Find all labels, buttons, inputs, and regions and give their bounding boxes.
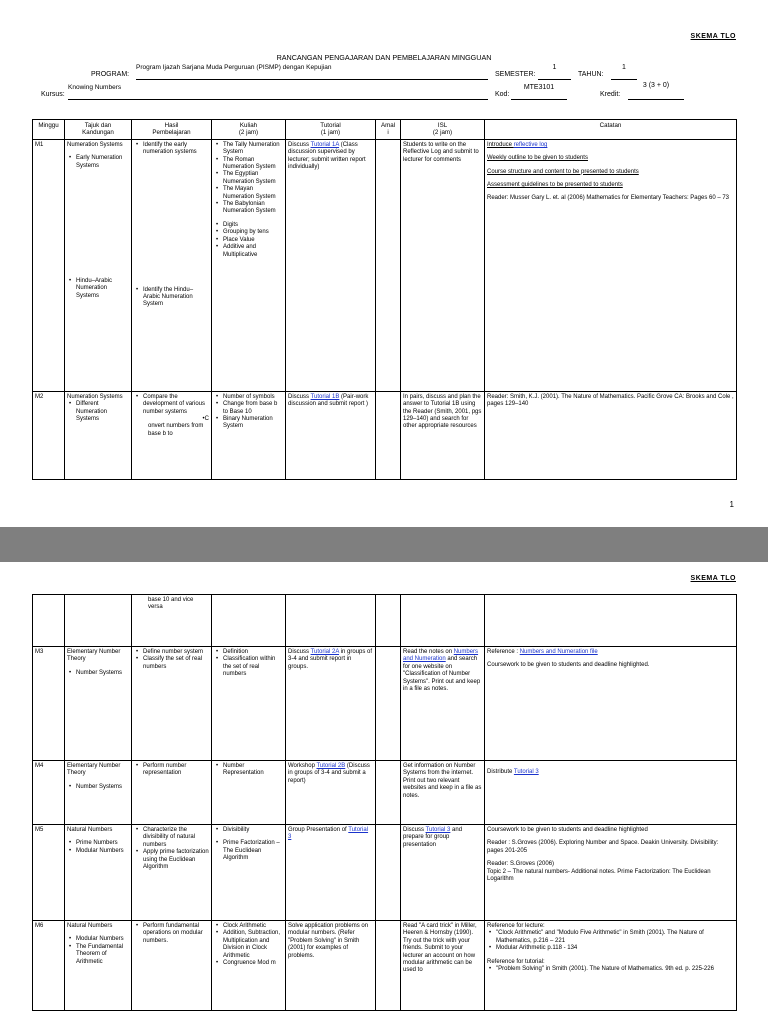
hasil-cell: • Compare the development of various number systems • C onvert numbers from base b to xyxy=(132,391,212,479)
isl-cell: Read "A card trick" in Miller, Heeren & Hornsby (1990). Try out the trick with your friends. Submit to your lecturer an account on how modular arithmetic can be used to xyxy=(401,921,485,1011)
tutorial-cell: Discuss Tutorial 1B (Pair-work discussion and submit report ) xyxy=(286,391,376,479)
kuliah-cell: • Divisibility • Prime Factorization – The Euclidean Algorithm xyxy=(212,825,286,921)
weekly-plan-table-2 xyxy=(32,594,737,1011)
isl-cell: Discuss Tutorial 3 and prepare for group presentation xyxy=(401,825,485,921)
amali-cell xyxy=(376,825,401,921)
tajuk-cell: Elementary Number Theory • Number Systems xyxy=(65,761,132,825)
tutorial-cell xyxy=(286,595,376,647)
hasil-cell: • Perform number representation xyxy=(132,761,212,825)
amali-cell xyxy=(376,595,401,647)
col-header-kuliah: Kuliah (2 jam) xyxy=(212,120,286,140)
tutorial-1a-link[interactable]: Tutorial 1A xyxy=(310,141,340,148)
tutorial-3-discuss-link[interactable]: Tutorial 3 xyxy=(425,827,451,833)
kredit-value: 3 (3 + 0) xyxy=(628,82,684,100)
kuliah-cell: • Definition • Classification within the set of real numbers xyxy=(212,647,286,761)
col-header-catatan: Catatan xyxy=(485,120,737,140)
catatan-cell: Introduce reflective log Weekly outline to be given to students Course structure and content to be presented to students Assessment guidelines to be presented to students Reader: Musser Gary L. et. al (2006) Mathematics for Elementary Teachers: Pages 60 – 73 xyxy=(485,139,737,391)
col-header-tajuk: Tajuk dan Kandungan xyxy=(65,120,132,140)
tajuk-cell: Numeration Systems • Different Numeration Systems xyxy=(65,391,132,479)
tahun-label: TAHUN: xyxy=(578,71,604,78)
kuliah-cell: • Number Representation xyxy=(212,761,286,825)
hasil-cell: • Perform fundamental operations on modular numbers. xyxy=(132,921,212,1011)
table-row xyxy=(33,761,737,825)
tutorial-1b-link[interactable]: Tutorial 1B xyxy=(310,393,340,400)
skema-tlo-label: SKEMA TLO xyxy=(690,575,736,582)
program-label: PROGRAM: xyxy=(91,71,130,78)
hasil-cell: • Define number system • Classify the set of real numbers xyxy=(132,647,212,761)
table-row xyxy=(33,391,737,479)
tajuk-cell: Natural Numbers • Modular Numbers • The Fundamental Theorem of Arithmetic xyxy=(65,921,132,1011)
tahun-value: 1 xyxy=(611,64,637,80)
semester-value: 1 xyxy=(538,64,571,80)
hasil-cell: base 10 and vice versa xyxy=(132,595,212,647)
numbers-numeration-file-link[interactable]: Numbers and Numeration file xyxy=(519,649,598,655)
week-cell xyxy=(33,595,65,647)
amali-cell xyxy=(376,391,401,479)
tutorial-3-link[interactable]: Tutorial 3 xyxy=(513,769,539,775)
tutorial-3-presentation-link[interactable]: Tutorial 3 xyxy=(288,827,369,841)
tajuk-cell xyxy=(65,595,132,647)
tajuk-cell: Numeration Systems • Early Numeration Systems • Hindu–Arabic Numeration Systems xyxy=(65,139,132,391)
reflective-log-link[interactable]: reflective log xyxy=(513,141,548,148)
tajuk-cell: Natural Numbers • Prime Numbers • Modular Numbers xyxy=(65,825,132,921)
week-cell: M4 xyxy=(33,761,65,825)
isl-cell: Students to write on the Reflective Log and submit to lecturer for comments xyxy=(401,139,485,391)
catatan-cell: Distribute Tutorial 3 xyxy=(485,761,737,825)
tutorial-2a-link[interactable]: Tutorial 2A xyxy=(310,649,340,655)
table-row xyxy=(33,825,737,921)
catatan-cell: Coursework to be given to students and deadline highlighted Reader : S.Groves (2006). Exploring Number and Space. Deakin University. Divisibility: pages 201-205 Reader: S.Groves (2006) Topic 2 – The natural numbers- Additional notes. Prime Factorization: The Euclidean Logarithm xyxy=(485,825,737,921)
weekly-plan-table-1 xyxy=(32,119,737,480)
isl-cell xyxy=(401,595,485,647)
week-cell: M3 xyxy=(33,647,65,761)
semester-label: SEMESTER: xyxy=(495,71,536,78)
table-row xyxy=(33,139,737,391)
amali-cell xyxy=(376,139,401,391)
catatan-cell: Reference for lecture: • "Clock Arithmetic" and "Modulo Five Arithmetic" in Smith (2001). The Nature of Mathematics, p.216 – 221 • Modular Arithmetic p.118 - 134 Reference for tutorial: • "Problem Solving" in Smith (2001). The Nature of Mathematics. 9th ed. p. 225-226 xyxy=(485,921,737,1011)
col-header-tutorial: Tutorial (1 jam) xyxy=(286,120,376,140)
kuliah-cell: • The Tally Numeration System • The Roman Numeration System • The Egyptian Numeration System • The Mayan Numeration System • The Babylonian Numeration System • Digits • Grouping by tens • Place Value • Additive and Multiplicative xyxy=(212,139,286,391)
col-header-amali: Amal i xyxy=(376,120,401,140)
skema-tlo-label: SKEMA TLO xyxy=(690,33,736,40)
tutorial-cell: Workshop Tutorial 2B (Discuss in groups of 3-4 and submit a report) xyxy=(286,761,376,825)
kuliah-cell: • Number of symbols • Change from base b to Base 10 • Binary Numeration System xyxy=(212,391,286,479)
hasil-cell: • Characterize the divisibility of natural numbers • Apply prime factorization using the Euclidean Algorithm xyxy=(132,825,212,921)
col-header-isl: ISL (2 jam) xyxy=(401,120,485,140)
table-row xyxy=(33,595,737,647)
kursus-value: Knowing Numbers xyxy=(68,84,488,100)
kod-label: Kod: xyxy=(495,91,510,98)
isl-cell: Get information on Number Systems from the internet. Print out two relevant websites and keep in a file as notes. xyxy=(401,761,485,825)
page-number: 1 xyxy=(729,500,734,509)
isl-cell: Read the notes on Numbers and Numeration and search for one website on "Classification of Number Systems". Print out and keep in a file as notes. xyxy=(401,647,485,761)
tutorial-cell: Solve application problems on modular numbers. (Refer "Problem Solving" in Smith (2001) for examples of problems. xyxy=(286,921,376,1011)
numbers-numeration-link[interactable]: Numbers and Numeration xyxy=(403,649,479,663)
catatan-cell: Reader: Smith, K.J. (2001). The Nature of Mathematics. Pacific Grove CA: Brooks and Cole , pages 129–140 xyxy=(485,391,737,479)
amali-cell xyxy=(376,647,401,761)
table-row xyxy=(33,647,737,761)
kuliah-cell: • Clock Arithmetic • Addition, Subtraction, Multiplication and Division in Clock Arithmetic • Congruence Mod m xyxy=(212,921,286,1011)
tajuk-cell: Elementary Number Theory • Number Systems xyxy=(65,647,132,761)
amali-cell xyxy=(376,761,401,825)
week-cell: M6 xyxy=(33,921,65,1011)
isl-cell: In pairs, discuss and plan the answer to Tutorial 1B using the Reader (Smith, 2001, pgs 129–140) and search for other appropriate resources xyxy=(401,391,485,479)
catatan-cell xyxy=(485,595,737,647)
week-cell: M5 xyxy=(33,825,65,921)
hasil-cell: • Identify the early numeration systems • Identify the Hindu–Arabic Numeration System xyxy=(132,139,212,391)
tutorial-cell: Discuss Tutorial 2A in groups of 3-4 and submit report in groups. xyxy=(286,647,376,761)
kredit-label: Kredit: xyxy=(600,91,621,98)
catatan-cell: Reference : Numbers and Numeration file Coursework to be given to students and deadline highlighted. xyxy=(485,647,737,761)
tutorial-cell: Discuss Tutorial 1A (Class discussion supervised by lecturer; submit written report individually) xyxy=(286,139,376,391)
tutorial-2b-link[interactable]: Tutorial 2B xyxy=(316,763,346,769)
document-title: RANCANGAN PENGAJARAN DAN PEMBELAJARAN MINGGUAN xyxy=(276,53,492,62)
kursus-label: Kursus: xyxy=(41,91,65,98)
col-header-hasil: Hasil Pembelajaran xyxy=(132,120,212,140)
program-value: Program Ijazah Sarjana Muda Perguruan (PISMP) dengan Kepujian xyxy=(136,64,488,80)
kuliah-cell xyxy=(212,595,286,647)
week-cell: M2 xyxy=(33,391,65,479)
amali-cell xyxy=(376,921,401,1011)
tutorial-cell: Group Presentation of Tutorial 3 xyxy=(286,825,376,921)
table-row xyxy=(33,921,737,1011)
week-cell: M1 xyxy=(33,139,65,391)
table-header-row xyxy=(33,120,737,140)
document-page-2 xyxy=(0,562,768,1024)
kod-value: MTE3101 xyxy=(511,84,567,100)
col-header-minggu: Minggu xyxy=(33,120,65,140)
